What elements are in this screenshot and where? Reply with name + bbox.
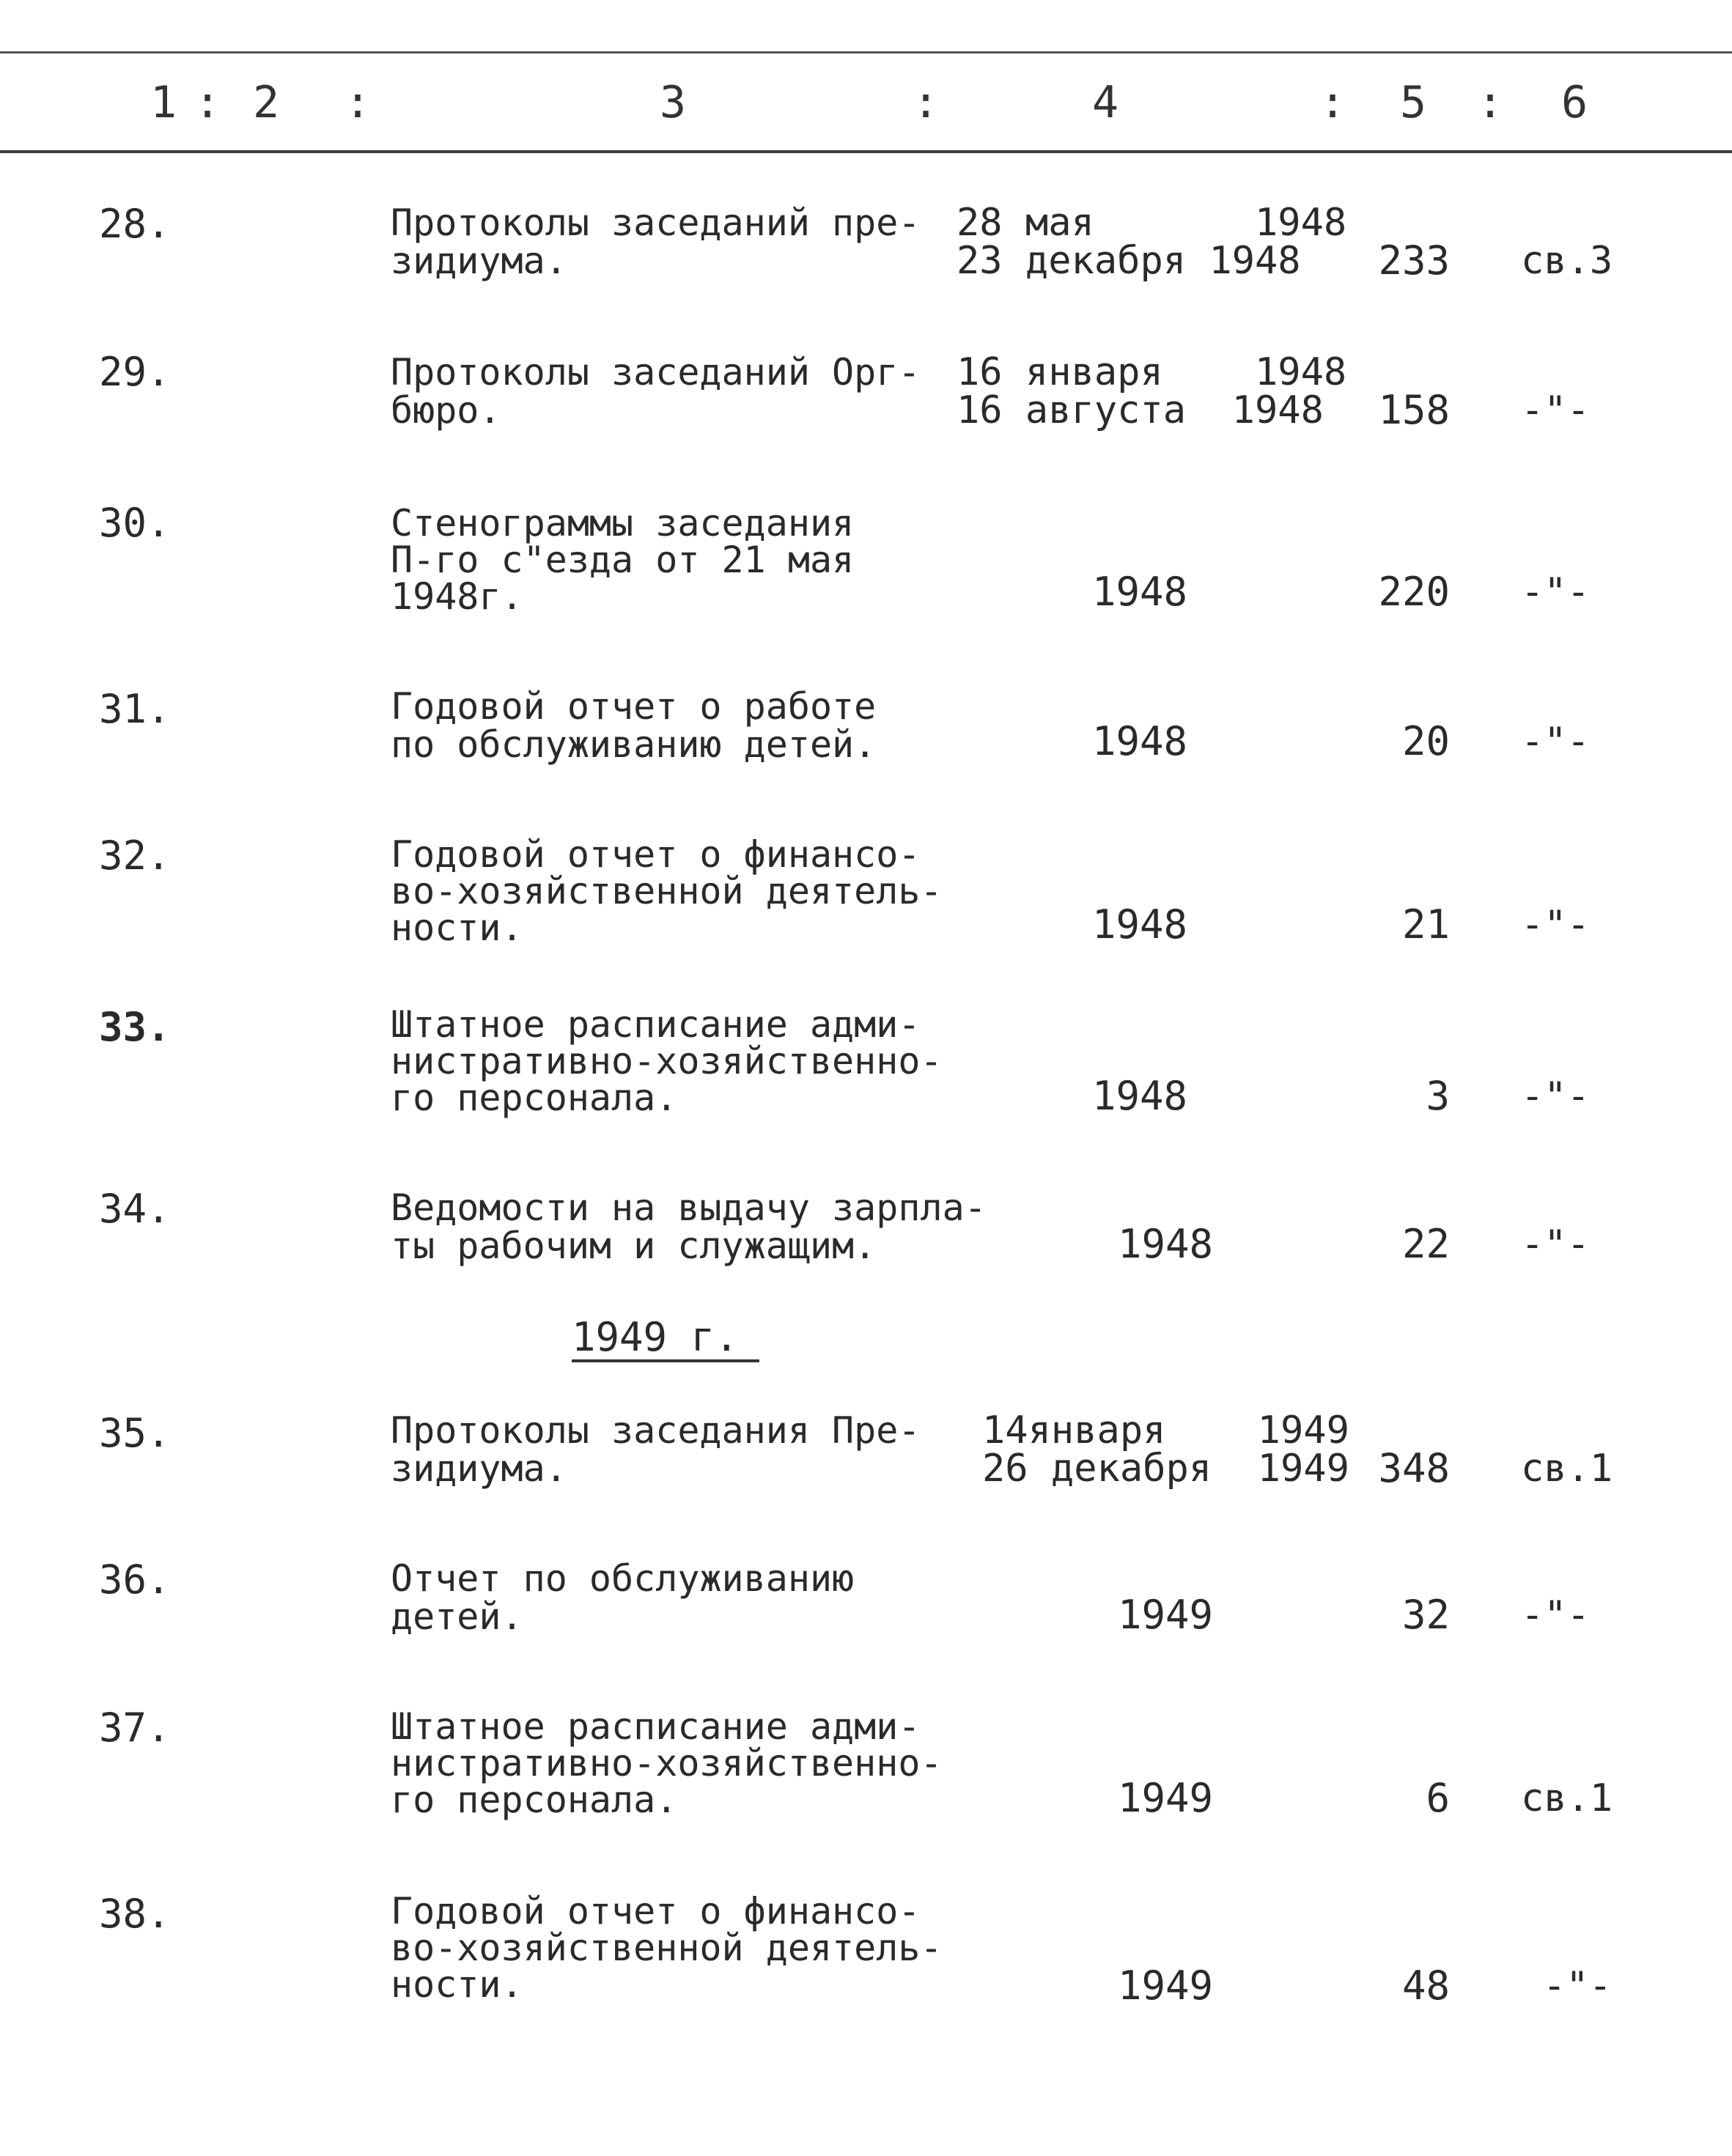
row-year: 1949 — [1118, 1592, 1214, 1638]
row-page-count: 6 — [1426, 1775, 1450, 1821]
row-number: 29. — [99, 349, 171, 395]
row-title-line: во-хозяйственной деятель- — [391, 1927, 943, 1969]
row-title-line: Отчет по обслуживанию — [391, 1557, 855, 1600]
row-page-count: 3 — [1426, 1073, 1450, 1119]
column-separator: : — [1319, 77, 1346, 128]
row-number: 33. — [99, 1004, 171, 1050]
row-date-start: 14января 1949 — [982, 1409, 1349, 1452]
row-title-line: зидиума. — [391, 1447, 567, 1490]
row-number: 30. — [99, 500, 171, 546]
row-year: 1948 — [1092, 718, 1188, 764]
row-title-line: Стенограммы заседания — [391, 502, 855, 544]
row-page-count: 233 — [1378, 237, 1450, 284]
row-title-line: Штатное расписание адми- — [391, 1003, 921, 1046]
row-year: 1949 — [1118, 1963, 1214, 2009]
row-page-count: 32 — [1401, 1592, 1450, 1638]
row-page-count: 48 — [1401, 1963, 1450, 2009]
row-page-count: 20 — [1401, 718, 1450, 764]
row-volume: -"- — [1521, 903, 1590, 947]
row-number: 35. — [99, 1410, 171, 1456]
row-title-line: Протоколы заседаний Орг- — [391, 351, 921, 394]
row-title-line: Протоколы заседания Пре- — [391, 1409, 921, 1452]
row-volume: -"- — [1521, 1222, 1590, 1266]
row-number: 28. — [99, 201, 171, 247]
column-header-4: 4 — [1092, 77, 1119, 128]
row-date-end: 16 августа 1948 — [957, 388, 1324, 432]
row-volume: -"- — [1521, 388, 1590, 432]
row-year: 1948 — [1092, 569, 1188, 615]
column-header-6: 6 — [1561, 77, 1588, 128]
row-title-line: детей. — [391, 1595, 523, 1638]
column-separator: : — [344, 77, 372, 128]
row-title-line: го персонала. — [391, 1779, 678, 1821]
row-volume: св.1 — [1521, 1776, 1613, 1820]
row-title-line: ности. — [391, 1963, 523, 2006]
row-title-line: по обслуживанию детей. — [391, 723, 877, 766]
column-separator: : — [913, 77, 940, 128]
row-number: 36. — [99, 1557, 171, 1603]
row-volume: -"- — [1521, 570, 1590, 614]
row-title-line: Протоколы заседаний пре- — [391, 202, 921, 244]
row-title-line: бюро. — [391, 389, 501, 432]
row-title-line: ты рабочим и служащим. — [391, 1225, 877, 1267]
row-title-line: нистративно-хозяйственно- — [391, 1040, 943, 1082]
row-title-line: П-го с"езда от 21 мая — [391, 539, 855, 581]
section-heading-year: 1949 г. — [572, 1315, 759, 1362]
row-volume: св.1 — [1521, 1447, 1613, 1491]
row-title-line: го персонала. — [391, 1077, 678, 1119]
row-page-count: 21 — [1401, 901, 1450, 948]
column-separator: : — [1477, 77, 1504, 128]
row-number: 32. — [99, 833, 171, 879]
top-rule — [0, 51, 1732, 53]
row-title-line: Годовой отчет о работе — [391, 685, 877, 728]
row-date-end: 23 декабря 1948 — [957, 239, 1301, 283]
column-header-5: 5 — [1400, 77, 1427, 128]
row-volume: св.3 — [1521, 239, 1613, 283]
column-header-3: 3 — [660, 77, 687, 128]
column-header-1: 1 — [150, 77, 177, 128]
row-title-line: Ведомости на выдачу зарпла- — [391, 1186, 987, 1229]
row-number: 31. — [99, 686, 171, 732]
row-year: 1948 — [1092, 1073, 1188, 1119]
row-page-count: 22 — [1401, 1221, 1450, 1267]
row-title-line: 1948г. — [391, 575, 523, 618]
row-date-start: 16 января 1948 — [957, 350, 1347, 394]
row-date-start: 28 мая 1948 — [957, 201, 1347, 245]
column-separator: : — [194, 77, 221, 128]
row-number: 34. — [99, 1186, 171, 1232]
row-number: 37. — [99, 1705, 171, 1751]
row-title-line: зидиума. — [391, 240, 567, 282]
row-year: 1949 — [1118, 1775, 1214, 1821]
header-rule — [0, 150, 1732, 153]
row-volume: -"- — [1521, 1074, 1590, 1118]
row-title-line: Годовой отчет о финансо- — [391, 1890, 921, 1932]
row-page-count: 158 — [1378, 387, 1450, 433]
row-title-line: Штатное расписание адми- — [391, 1705, 921, 1748]
row-number: 38. — [99, 1891, 171, 1937]
row-page-count: 348 — [1378, 1445, 1450, 1491]
row-title-line: ности. — [391, 907, 523, 949]
column-header-2: 2 — [253, 77, 280, 128]
row-date-end: 26 декабря 1949 — [982, 1447, 1349, 1491]
row-volume: -"- — [1543, 1964, 1612, 2008]
row-volume: -"- — [1521, 720, 1590, 764]
row-year: 1948 — [1092, 901, 1188, 948]
row-page-count: 220 — [1378, 569, 1450, 615]
row-title-line: нистративно-хозяйственно- — [391, 1742, 943, 1784]
row-volume: -"- — [1521, 1593, 1590, 1637]
row-year: 1948 — [1118, 1221, 1214, 1267]
row-title-line: во-хозяйственной деятель- — [391, 870, 943, 912]
row-title-line: Годовой отчет о финансо- — [391, 833, 921, 876]
